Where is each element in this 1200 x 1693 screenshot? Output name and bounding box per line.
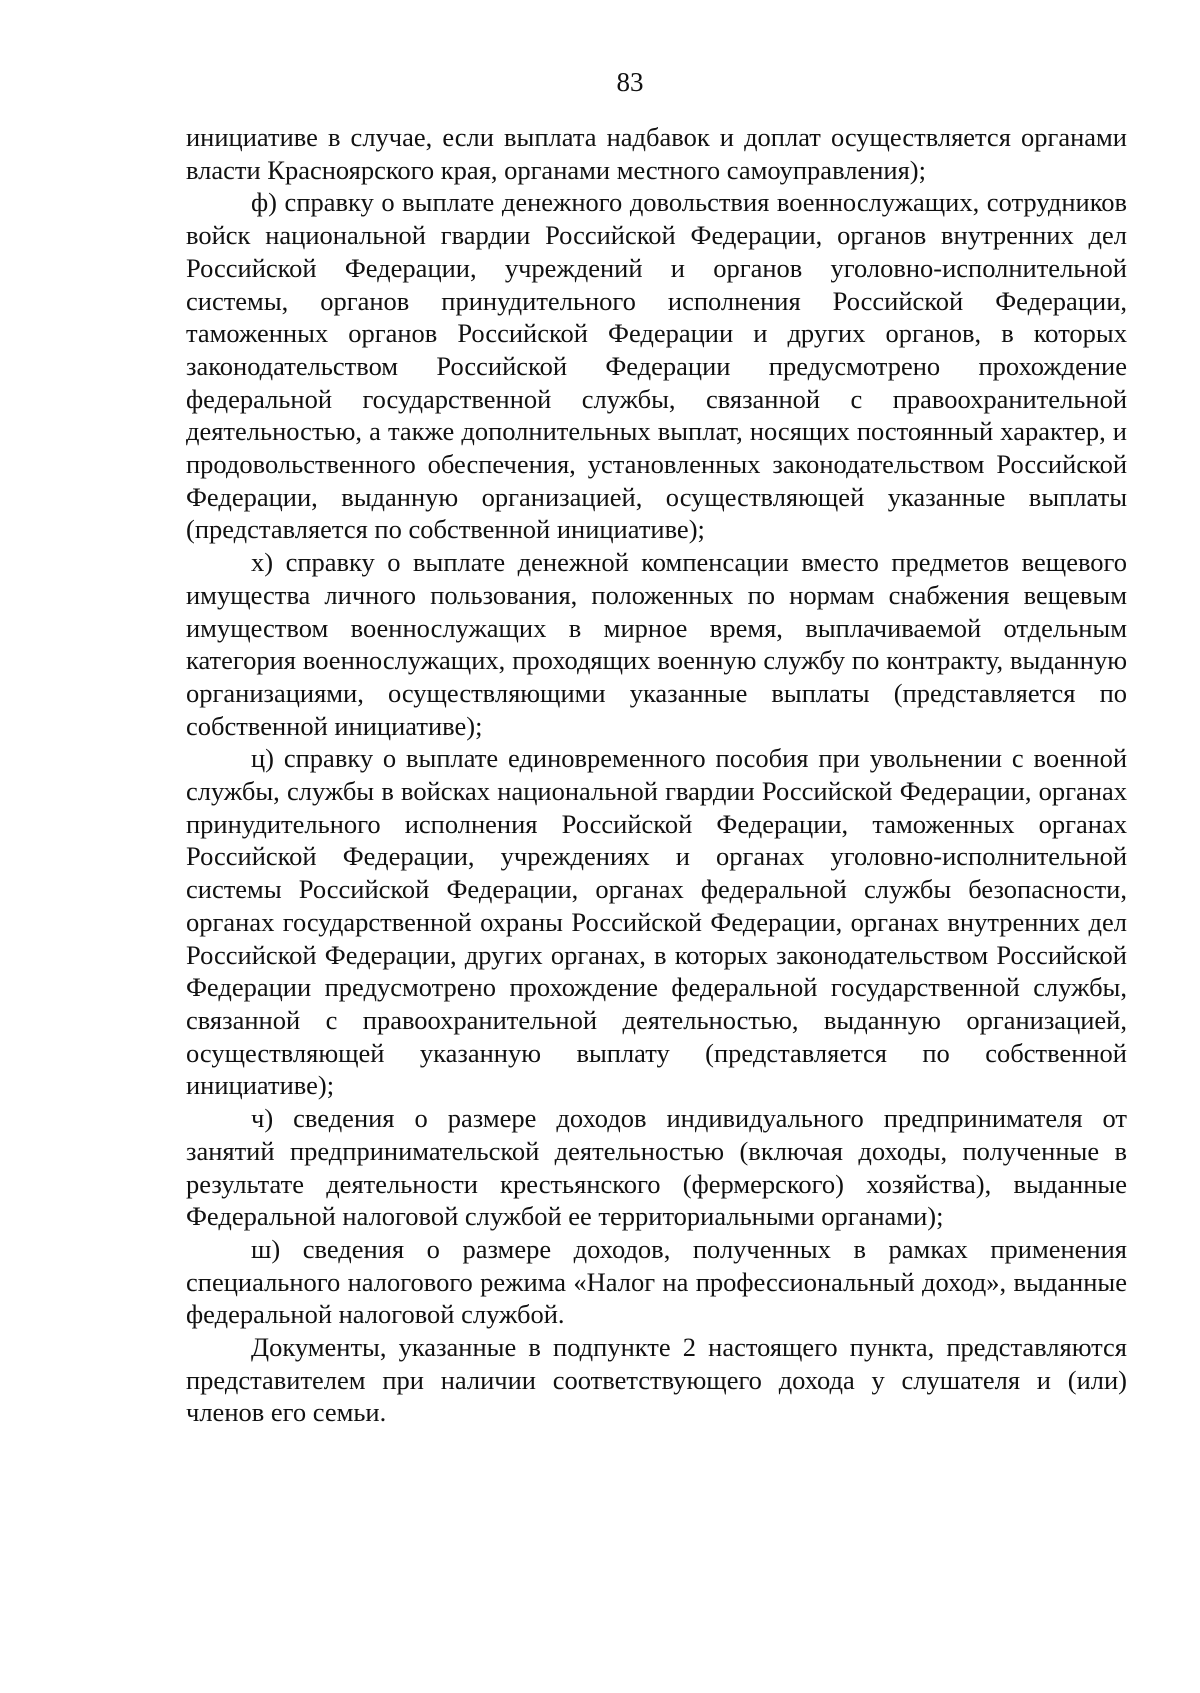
page-number: 83 xyxy=(616,67,644,97)
paragraph-closing: Документы, указанные в подпункте 2 настоящего пункта, представляются представителем при наличии соответствующего дохода у слушателя и (или) членов его семьи. xyxy=(186,1332,1127,1428)
paragraph-item-ch: ч) сведения о размере доходов индивидуального предпринимателя от занятий предпринимательской деятельностью (включая доходы, полученные в результате деятельности крестьянского (фермерского) хозяйства), выданные Федеральной налоговой службой ее территориальными органами); xyxy=(186,1103,1127,1232)
document-body xyxy=(186,121,1127,1429)
paragraph-item-kh: х) справку о выплате денежной компенсации вместо предметов вещевого имущества личного пользования, положенных по нормам снабжения вещевым имуществом военнослужащих в мирное время, выплачиваемой отдельным категория военнослужащих, проходящих военную службу по контракту, выданную организациями, осуществляющими указанные выплаты (представляется по собственной инициативе); xyxy=(186,547,1127,741)
paragraph-item-f: ф) справку о выплате денежного довольствия военнослужащих, сотрудников войск национальной гвардии Российской Федерации, органов внутренних дел Российской Федерации, учреждений и органов уголовно-исполнительной системы, органов принудительного исполнения Российской Федерации, таможенных органов Российской Федерации и других органов, в которых законодательством Российской Федерации предусмотрено прохождение федеральной государственной службы, связанной с правоохранительной деятельностью, а также дополнительных выплат, носящих постоянный характер, и продовольственного обеспечения, установленных законодательством Российской Федерации, выданную организацией, осуществляющей указанные выплаты (представляется по собственной инициативе); xyxy=(186,187,1127,545)
paragraph-item-ts: ц) справку о выплате единовременного пособия при увольнении с военной службы, службы в войсках национальной гвардии Российской Федерации, органах принудительного исполнения Российской Федерации, таможенных органах Российской Федерации, учреждениях и органах уголовно-исполнительной системы Российской Федерации, органах федеральной службы безопасности, органах государственной охраны Российской Федерации, органах внутренних дел Российской Федерации, других органах, в которых законодательством Российской Федерации предусмотрено прохождение федеральной государственной службы, связанной с правоохранительной деятельностью, выданную организацией, осуществляющей указанную выплату (представляется по собственной инициативе); xyxy=(186,743,1127,1101)
paragraph-item-sh: ш) сведения о размере доходов, полученных в рамках применения специального налогового режима «Налог на профессиональный доход», выданные федеральной налоговой службой. xyxy=(186,1233,1127,1330)
paragraph-continuation: инициативе в случае, если выплата надбавок и доплат осуществляется органами власти Красноярского края, органами местного самоуправления); xyxy=(186,122,1127,185)
